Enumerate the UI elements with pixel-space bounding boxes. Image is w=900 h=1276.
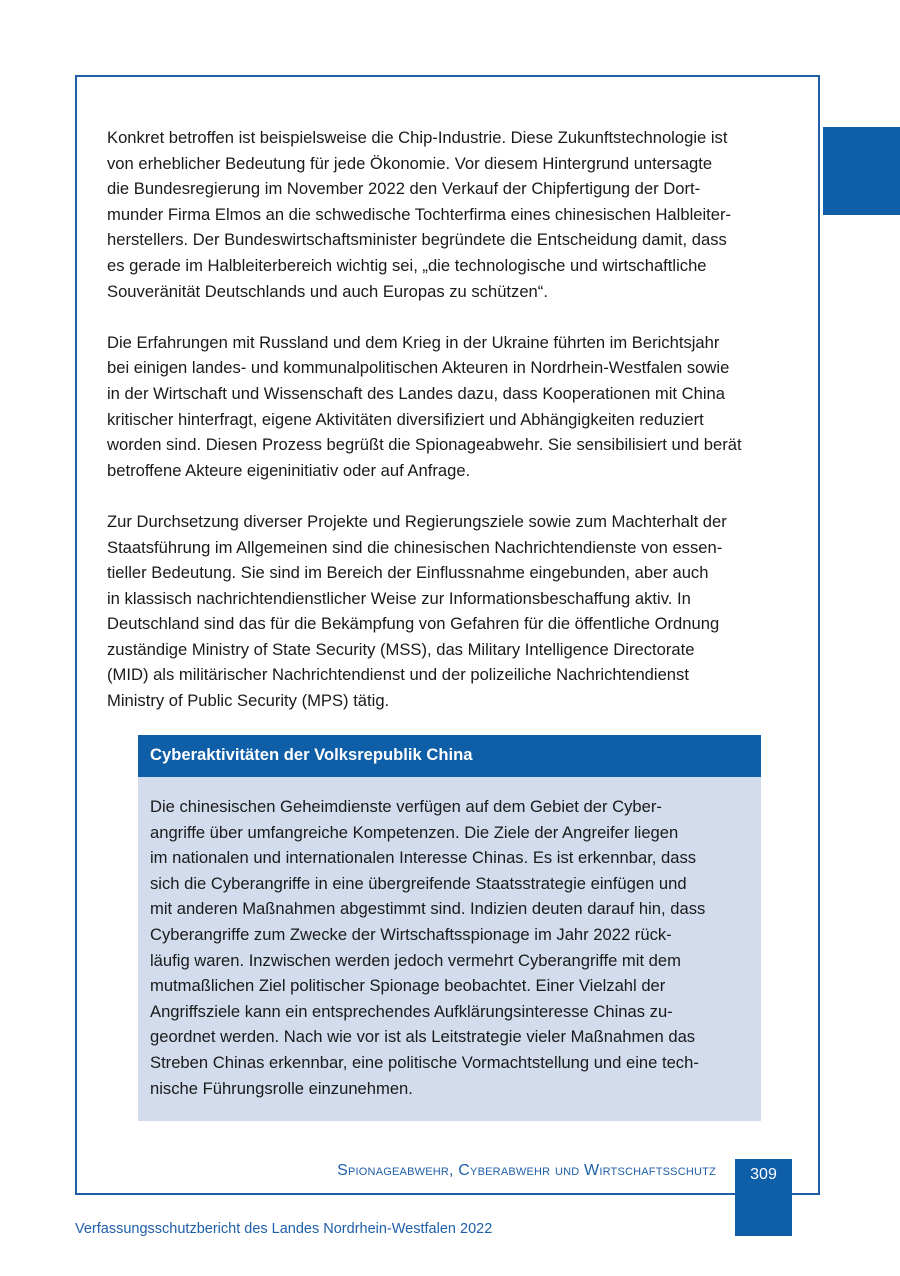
paragraph-russia-experience: Die Erfahrungen mit Russland und dem Krieg in der Ukraine führten im Berichtsjahr bei einigen landes- und kommunalpolitischen Akteuren in Nordrhein-Westfalen sowie in der Wirtschaft und Wissenschaft des Landes dazu, dass Kooperationen mit China kritischer hinterfragt, eigene Aktivitäten diversifiziert und Abhängigkeiten reduziert worden sind. Diesen Prozess begrüßt die Spionageabwehr. Sie sensibilisiert und berät betroffene Akteure eigeninitiativ oder auf Anfrage.	[107, 332, 742, 480]
page-number: 309	[735, 1159, 792, 1236]
info-box-text: Die chinesischen Geheimdienste verfügen auf dem Gebiet der Cyber- angriffe über umfangreiche Kompetenzen. Die Ziele der Angreifer liegen im nationalen und internationalen Interesse Chinas. Es ist erkennbar, dass sich die Cyberangriffe in eine übergreifende Staatsstrategie einfügen und mit anderen Maßnahmen abgestimmt sind. Indizien deuten darauf hin, dass Cyberangriffe zum Zwecke der Wirtschaftsspionage im Jahr 2022 rück- läufig waren. Inzwischen werden jedoch vermehrt Cyberangriffe mit dem mutmaßlichen Ziel politischer Spionage beobachtet. Einer Vielzahl der Angriffsziele kann ein entsprechendes Aufklärungsinteresse Chinas zu- geordnet werden. Nach wie vor ist als Leitstrategie vieler Maßnahmen das Streben Chinas erkennbar, eine politische Vormachtstellung und eine tech- nische Führungsrolle einzunehmen.	[150, 797, 706, 1098]
publication-title: Verfassungsschutzbericht des Landes Nordrhein-Westfalen 2022	[75, 1221, 493, 1237]
info-box-title: Cyberaktivitäten der Volksrepublik China	[138, 735, 761, 777]
running-footer-section-title: Spionageabwehr, Cyberabwehr und Wirtschaftsschutz	[337, 1162, 716, 1179]
paragraph-chinese-intelligence: Zur Durchsetzung diverser Projekte und Regierungsziele sowie zum Machterhalt der Staatsführung im Allgemeinen sind die chinesischen Nachrichtendienste von essen- tieller Bedeutung. Sie sind im Bereich der Einflussnahme eingebunden, aber auch in klassisch nachrichtendienstlicher Weise zur Informationsbeschaffung aktiv. In Deutschland sind das für die Bekämpfung von Gefahren für die öffentliche Ordnung zuständige Ministry of State Security (MSS), das Military Intelligence Directorate (MID) als militärischer Nachrichtendienst und der polizeiliche Nachrichtendienst Ministry of Public Security (MPS) tätig.	[107, 511, 727, 711]
paragraph-chip-industry: Konkret betroffen ist beispielsweise die Chip-Industrie. Diese Zukunftstechnologie ist von erheblicher Bedeutung für jede Ökonomie. Vor diesem Hintergrund untersagte die Bundesregierung im November 2022 den Verkauf der Chipfertigung der Dort- munder Firma Elmos an die schwedische Tochterfirma eines chinesischen Halbleiter- herstellers. Der Bundeswirtschaftsminister begründete die Entscheidung damit, dass es gerade im Halbleiterbereich wichtig sei, „die technologische und wirtschaftliche Souveränität Deutschlands und auch Europas zu schützen“.	[107, 128, 732, 301]
chapter-tab-marker	[823, 127, 900, 215]
main-text	[107, 125, 797, 739]
info-box	[138, 735, 761, 1121]
